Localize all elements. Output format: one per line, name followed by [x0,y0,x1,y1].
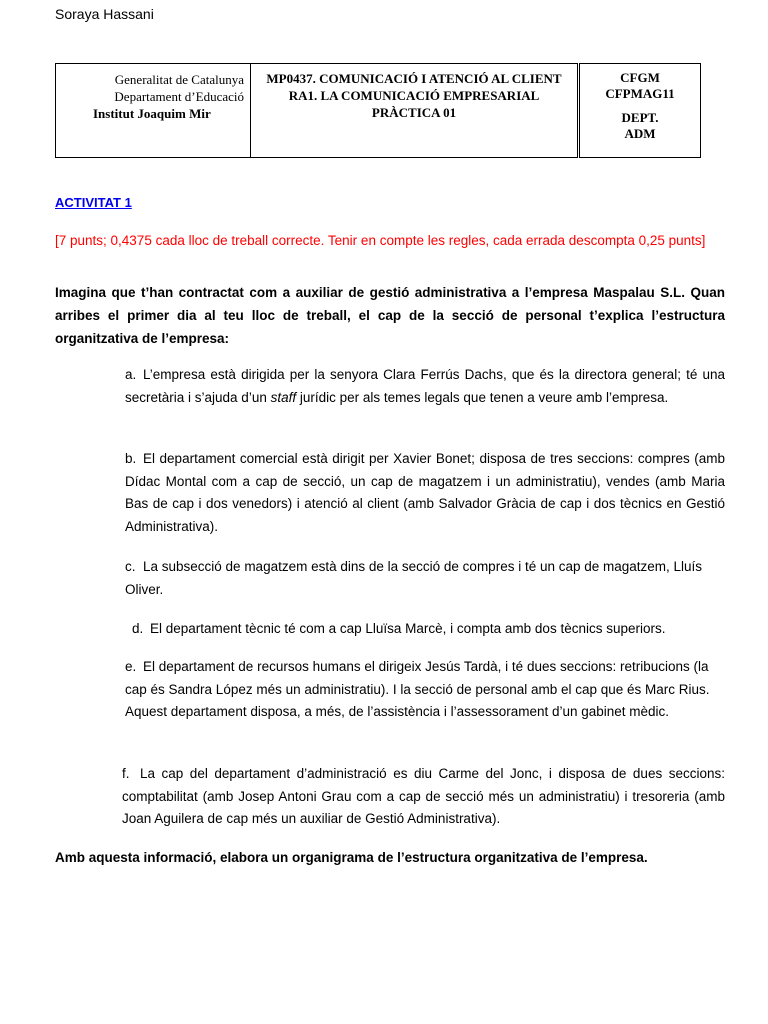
list-item-italic-term: staff [270,389,297,405]
list-item-letter: f. [122,766,130,781]
cycle-code: CFGM [620,70,660,85]
list-item-letter: b. [125,451,137,466]
author-name: Soraya Hassani [55,6,154,22]
department-line-2: ADM [624,126,656,141]
module-title: MP0437. COMUNICACIÓ I ATENCIÓ AL CLIENT RA1. LA COMUNICACIÓ EMPRESARIAL PRÀCTICA 01 [266,71,562,120]
list-item-c [125,556,725,601]
list-item-letter: e. [125,659,137,674]
points-note: [7 punts; 0,4375 cada lloc de treball correcte. Tenir en compte les regles, cada errada descompta 0,25 punts] [55,233,706,248]
list-item-a [125,364,725,409]
institute-name: Institut Joaquim Mir [93,106,211,121]
list-item-e [125,656,725,724]
list-item-d [132,618,732,641]
organization-line-2: Departament d’Educació [114,89,244,104]
list-item-text: La cap del departament d’administració es diu Carme del Jonc, i disposa de dues seccions: comptabilitat (amb Josep Antoni Grau com a cap de secció més un administratiu) i tresoreria (amb Joan Aguilera de cap més un auxiliar de Gestió Administrativa). [122,766,725,826]
list-item-b [125,448,725,538]
department-line-1: DEPT. [621,110,659,125]
activity-intro: Imagina que t’han contractat com a auxiliar de gestió administrativa a l’empresa Maspalau S.L. Quan arribes el primer dia al teu lloc de treball, el cap de la secció de personal t’explica l’estructura organitzativa de l’empresa: [55,285,725,346]
course-cell [579,64,701,158]
activity-conclusion: Amb aquesta informació, elabora un organigrama de l’estructura organitzativa de l’empresa. [55,850,648,865]
list-item-text: El departament comercial està dirigit per Xavier Bonet; disposa de tres seccions: compres (amb Dídac Montal com a cap de secció, un cap de magatzem i un administratiu), vendes (amb Maria Bas de cap i dos venedors) i atenció al client (amb Salvador Gràcia de cap i dos tècnics en Gestió Administrativa). [125,451,725,534]
group-code: CFPMAG11 [605,86,675,101]
list-item-text: L’empresa està dirigida per la senyora Clara Ferrús Dachs, que és la directora general; té una secretària i s’ajuda d’un [125,367,725,405]
organization-cell [56,64,251,158]
list-item-letter: a. [125,367,137,382]
list-item-letter: d. [132,621,144,636]
list-item-text: El departament tècnic té com a cap Lluïsa Marcè, i compta amb dos tècnics superiors. [150,621,666,636]
list-item-text: El departament de recursos humans el dirigeix Jesús Tardà, i té dues seccions: retribucions (la cap és Sandra López més un administratiu). I la secció de personal amb el cap que és Marc Rius. Aquest departament disposa, a més, de l’assistència i l’assessorament d’un gabinet mèdic. [125,659,710,719]
list-item-letter: c. [125,559,136,574]
activity-title-link[interactable]: ACTIVITAT 1 [55,195,132,210]
organization-line-1: Generalitat de Catalunya [114,72,244,87]
document-header-table [55,63,701,158]
list-item-text: La subsecció de magatzem està dins de la secció de compres i té un cap de magatzem, Lluís Oliver. [125,559,703,597]
module-cell [251,64,579,158]
list-item-f [122,763,725,831]
list-item-text-end: jurídic per als temes legals que tenen a veure amb l’empresa. [296,389,669,405]
